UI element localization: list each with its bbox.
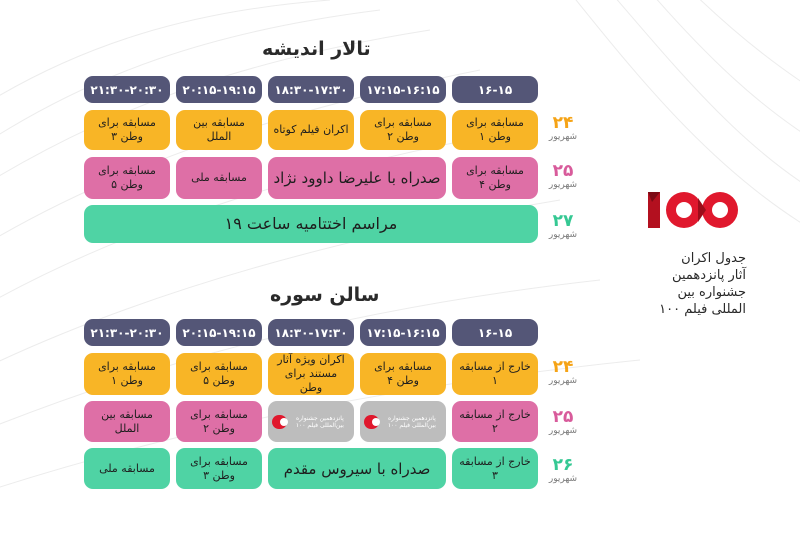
festival-caption: پانزدهمین جشنواره بین‌المللی فیلم ۱۰۰ — [295, 414, 344, 429]
schedule-slot: مسابقه ملی — [84, 448, 170, 489]
day-label: ۲۵ شهریور — [548, 161, 578, 190]
day-label: ۲۵ شهریور — [548, 407, 578, 436]
logo-line: جدول اکران — [681, 251, 746, 266]
festival-caption-block — [640, 250, 746, 318]
schedule-slot: مسابقه بین الملل — [176, 110, 262, 150]
schedule-slot: مسابقه بین الملل — [84, 401, 170, 442]
schedule-slot: صدراه با سیروس مقدم — [268, 448, 446, 489]
logo-line: آثار پانزدهمین — [672, 268, 746, 283]
hall-title: سالن سوره — [270, 284, 380, 306]
day-label: ۲۴ شهریور — [548, 357, 578, 386]
time-header: ۱۷:۱۵-۱۶:۱۵ — [360, 319, 446, 346]
hall-title: تالار اندیشه — [262, 38, 371, 60]
schedule-slot: خارج از مسابقه ۲ — [452, 401, 538, 442]
day-label: ۲۷ شهریور — [548, 211, 578, 240]
schedule-slot: مسابقه برای وطن ۵ — [176, 353, 262, 395]
time-header: ۱۷:۱۵-۱۶:۱۵ — [360, 76, 446, 103]
schedule-slot: مسابقه برای وطن ۲ — [176, 401, 262, 442]
schedule-slot: مسابقه برای وطن ۴ — [360, 353, 446, 395]
schedule-slot: مسابقه برای وطن ۳ — [176, 448, 262, 489]
schedule-slot: مسابقه برای وطن ۴ — [452, 157, 538, 199]
logo-line: المللی فیلم ۱۰۰ — [659, 302, 746, 317]
closing-ceremony-slot: مراسم اختتامیه ساعت ۱۹ — [84, 205, 538, 243]
day-label: ۲۴ شهریور — [548, 113, 578, 142]
schedule-slot: خارج از مسابقه ۳ — [452, 448, 538, 489]
time-header: ۱۶-۱۵ — [452, 76, 538, 103]
schedule-slot: مسابقه برای وطن ۵ — [84, 157, 170, 199]
schedule-slot: اکران فیلم کوتاه — [268, 110, 354, 150]
time-header: ۱۶-۱۵ — [452, 319, 538, 346]
schedule-slot: مسابقه برای وطن ۱ — [84, 353, 170, 395]
time-header: ۱۸:۳۰-۱۷:۳۰ — [268, 319, 354, 346]
schedule-slot: مسابقه برای وطن ۳ — [84, 110, 170, 150]
time-header: ۱۸:۳۰-۱۷:۳۰ — [268, 76, 354, 103]
festival-caption: پانزدهمین جشنواره بین‌المللی فیلم ۱۰۰ — [387, 414, 436, 429]
time-header: ۲۱:۳۰-۲۰:۳۰ — [84, 76, 170, 103]
schedule-slot: مسابقه ملی — [176, 157, 262, 199]
time-header: ۲۰:۱۵-۱۹:۱۵ — [176, 319, 262, 346]
schedule-slot: مسابقه برای وطن ۱ — [452, 110, 538, 150]
schedule-slot: خارج از مسابقه ۱ — [452, 353, 538, 395]
time-header: ۲۰:۱۵-۱۹:۱۵ — [176, 76, 262, 103]
logo-line: جشنواره بین — [677, 285, 746, 300]
schedule-slot: صدراه با علیرضا داوود نژاد — [268, 157, 446, 199]
festival-100-logo-icon — [642, 188, 742, 232]
schedule-slot: اکران ویژه آثار مستند برای وطن — [268, 353, 354, 395]
schedule-slot: مسابقه برای وطن ۲ — [360, 110, 446, 150]
festival-placeholder-slot — [360, 401, 446, 442]
day-label: ۲۶ شهریور — [548, 455, 578, 484]
festival-logo-icon — [364, 415, 379, 429]
time-header: ۲۱:۳۰-۲۰:۳۰ — [84, 319, 170, 346]
festival-placeholder-slot — [268, 401, 354, 442]
festival-logo-icon — [272, 415, 287, 429]
